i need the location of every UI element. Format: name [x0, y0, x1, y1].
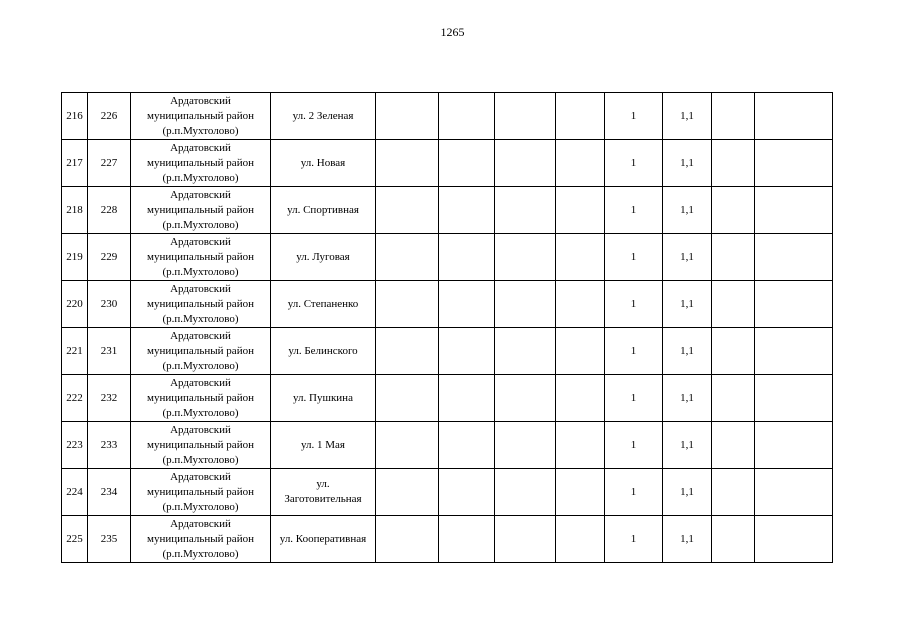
table-row [62, 375, 833, 422]
street-line: ул. Пушкина [293, 391, 353, 404]
table-row [62, 187, 833, 234]
district-line: муниципальный район [147, 109, 254, 122]
row-number-cell: 217 [62, 140, 88, 187]
empty-cell [376, 375, 439, 422]
street-cell [271, 140, 376, 187]
row-code-cell: 226 [88, 93, 131, 140]
district-line: (р.п.Мухтолово) [162, 500, 239, 513]
table-row [62, 93, 833, 140]
district-line: (р.п.Мухтолово) [162, 547, 239, 560]
empty-cell [755, 281, 833, 328]
street-line: ул. Кооперативная [279, 532, 367, 545]
empty-cell [712, 234, 755, 281]
street-line: ул. Степаненко [287, 297, 359, 310]
empty-cell [439, 281, 495, 328]
table-row [62, 140, 833, 187]
street-line: ул. [316, 478, 330, 490]
empty-cell [439, 328, 495, 375]
district-line: Ардатовский [170, 517, 231, 530]
count-cell: 1 [605, 187, 663, 234]
district-line: Ардатовский [170, 329, 231, 342]
street-cell [271, 187, 376, 234]
table-row [62, 516, 833, 563]
empty-cell [495, 93, 556, 140]
empty-cell [755, 140, 833, 187]
empty-cell [376, 234, 439, 281]
empty-cell [439, 234, 495, 281]
empty-cell [376, 140, 439, 187]
street-cell [271, 93, 376, 140]
street-cell [271, 234, 376, 281]
district-line: Ардатовский [170, 470, 231, 483]
table-row [62, 234, 833, 281]
row-code-cell: 227 [88, 140, 131, 187]
empty-cell [712, 140, 755, 187]
empty-cell [376, 187, 439, 234]
street-cell [271, 281, 376, 328]
district-line: муниципальный район [147, 297, 254, 310]
district-line: (р.п.Мухтолово) [162, 359, 239, 372]
row-code-cell: 235 [88, 516, 131, 563]
empty-cell [495, 187, 556, 234]
district-line: (р.п.Мухтолово) [162, 265, 239, 278]
row-number-cell: 224 [62, 469, 88, 516]
street-line: ул. Спортивная [287, 203, 359, 216]
street-line: ул. 1 Мая [301, 438, 345, 451]
count-cell: 1 [605, 234, 663, 281]
street-cell [271, 469, 376, 516]
empty-cell [556, 234, 605, 281]
district-line: (р.п.Мухтолово) [162, 453, 239, 466]
street-line: ул. 2 Зеленая [292, 109, 354, 122]
count-cell: 1 [605, 422, 663, 469]
empty-cell [556, 281, 605, 328]
value-cell: 1,1 [663, 469, 712, 516]
district-line: муниципальный район [147, 156, 254, 169]
empty-cell [439, 93, 495, 140]
value-cell: 1,1 [663, 328, 712, 375]
empty-cell [376, 281, 439, 328]
empty-cell [712, 469, 755, 516]
empty-cell [495, 328, 556, 375]
district-cell [131, 93, 271, 140]
district-cell [131, 281, 271, 328]
district-line: муниципальный район [147, 485, 254, 498]
value-cell: 1,1 [663, 140, 712, 187]
empty-cell [495, 281, 556, 328]
row-code-cell: 228 [88, 187, 131, 234]
empty-cell [755, 234, 833, 281]
value-cell: 1,1 [663, 422, 712, 469]
empty-cell [495, 234, 556, 281]
count-cell: 1 [605, 93, 663, 140]
district-cell [131, 187, 271, 234]
row-number-cell: 216 [62, 93, 88, 140]
district-line: (р.п.Мухтолово) [162, 406, 239, 419]
row-code-cell: 232 [88, 375, 131, 422]
street-cell [271, 422, 376, 469]
district-cell [131, 328, 271, 375]
district-cell [131, 140, 271, 187]
empty-cell [556, 422, 605, 469]
empty-cell [495, 140, 556, 187]
value-cell: 1,1 [663, 375, 712, 422]
table-row [62, 422, 833, 469]
empty-cell [495, 422, 556, 469]
count-cell: 1 [605, 140, 663, 187]
empty-cell [495, 469, 556, 516]
district-line: Ардатовский [170, 235, 231, 248]
empty-cell [755, 422, 833, 469]
value-cell: 1,1 [663, 516, 712, 563]
empty-cell [439, 516, 495, 563]
district-line: муниципальный район [147, 203, 254, 216]
empty-cell [712, 422, 755, 469]
count-cell: 1 [605, 469, 663, 516]
empty-cell [556, 140, 605, 187]
empty-cell [556, 328, 605, 375]
district-line: Ардатовский [170, 141, 231, 154]
empty-cell [755, 469, 833, 516]
street-line: Заготовительная [284, 493, 362, 505]
row-code-cell: 231 [88, 328, 131, 375]
empty-cell [376, 516, 439, 563]
empty-cell [755, 328, 833, 375]
table-row [62, 469, 833, 516]
empty-cell [755, 516, 833, 563]
empty-cell [556, 516, 605, 563]
row-number-cell: 225 [62, 516, 88, 563]
count-cell: 1 [605, 516, 663, 563]
empty-cell [439, 375, 495, 422]
value-cell: 1,1 [663, 187, 712, 234]
district-line: Ардатовский [170, 376, 231, 389]
row-number-cell: 222 [62, 375, 88, 422]
street-line: ул. Новая [300, 156, 346, 169]
district-line: Ардатовский [170, 282, 231, 295]
empty-cell [439, 140, 495, 187]
row-number-cell: 221 [62, 328, 88, 375]
district-line: муниципальный район [147, 391, 254, 404]
district-line: муниципальный район [147, 344, 254, 357]
table-row [62, 328, 833, 375]
empty-cell [556, 375, 605, 422]
row-number-cell: 219 [62, 234, 88, 281]
value-cell: 1,1 [663, 281, 712, 328]
empty-cell [712, 328, 755, 375]
district-line: Ардатовский [170, 423, 231, 436]
district-line: (р.п.Мухтолово) [162, 218, 239, 231]
empty-cell [556, 93, 605, 140]
empty-cell [556, 187, 605, 234]
street-line: ул. Луговая [296, 250, 350, 263]
district-cell [131, 469, 271, 516]
registry-table [61, 92, 833, 563]
page-number: 1265 [440, 25, 465, 39]
row-code-cell: 230 [88, 281, 131, 328]
value-cell: 1,1 [663, 234, 712, 281]
empty-cell [439, 422, 495, 469]
row-code-cell: 234 [88, 469, 131, 516]
empty-cell [439, 469, 495, 516]
district-cell [131, 422, 271, 469]
empty-cell [556, 469, 605, 516]
district-cell [131, 375, 271, 422]
district-cell [131, 516, 271, 563]
row-number-cell: 223 [62, 422, 88, 469]
value-cell: 1,1 [663, 93, 712, 140]
district-line: (р.п.Мухтолово) [162, 171, 239, 184]
empty-cell [376, 93, 439, 140]
table-row [62, 281, 833, 328]
district-line: (р.п.Мухтолово) [162, 124, 239, 137]
street-cell [271, 328, 376, 375]
empty-cell [376, 328, 439, 375]
district-line: муниципальный район [147, 438, 254, 451]
row-number-cell: 218 [62, 187, 88, 234]
street-cell [271, 516, 376, 563]
district-line: муниципальный район [147, 532, 254, 545]
empty-cell [712, 516, 755, 563]
empty-cell [755, 375, 833, 422]
street-cell [271, 375, 376, 422]
row-code-cell: 233 [88, 422, 131, 469]
district-line: Ардатовский [170, 94, 231, 107]
empty-cell [712, 375, 755, 422]
empty-cell [712, 187, 755, 234]
empty-cell [495, 516, 556, 563]
row-code-cell: 229 [88, 234, 131, 281]
count-cell: 1 [605, 375, 663, 422]
empty-cell [755, 187, 833, 234]
empty-cell [439, 187, 495, 234]
count-cell: 1 [605, 281, 663, 328]
district-cell [131, 234, 271, 281]
district-line: муниципальный район [147, 250, 254, 263]
empty-cell [755, 93, 833, 140]
empty-cell [712, 281, 755, 328]
empty-cell [712, 93, 755, 140]
empty-cell [495, 375, 556, 422]
street-line: ул. Белинского [288, 344, 358, 357]
empty-cell [376, 469, 439, 516]
district-line: (р.п.Мухтолово) [162, 312, 239, 325]
district-line: Ардатовский [170, 188, 231, 201]
count-cell: 1 [605, 328, 663, 375]
empty-cell [376, 422, 439, 469]
row-number-cell: 220 [62, 281, 88, 328]
